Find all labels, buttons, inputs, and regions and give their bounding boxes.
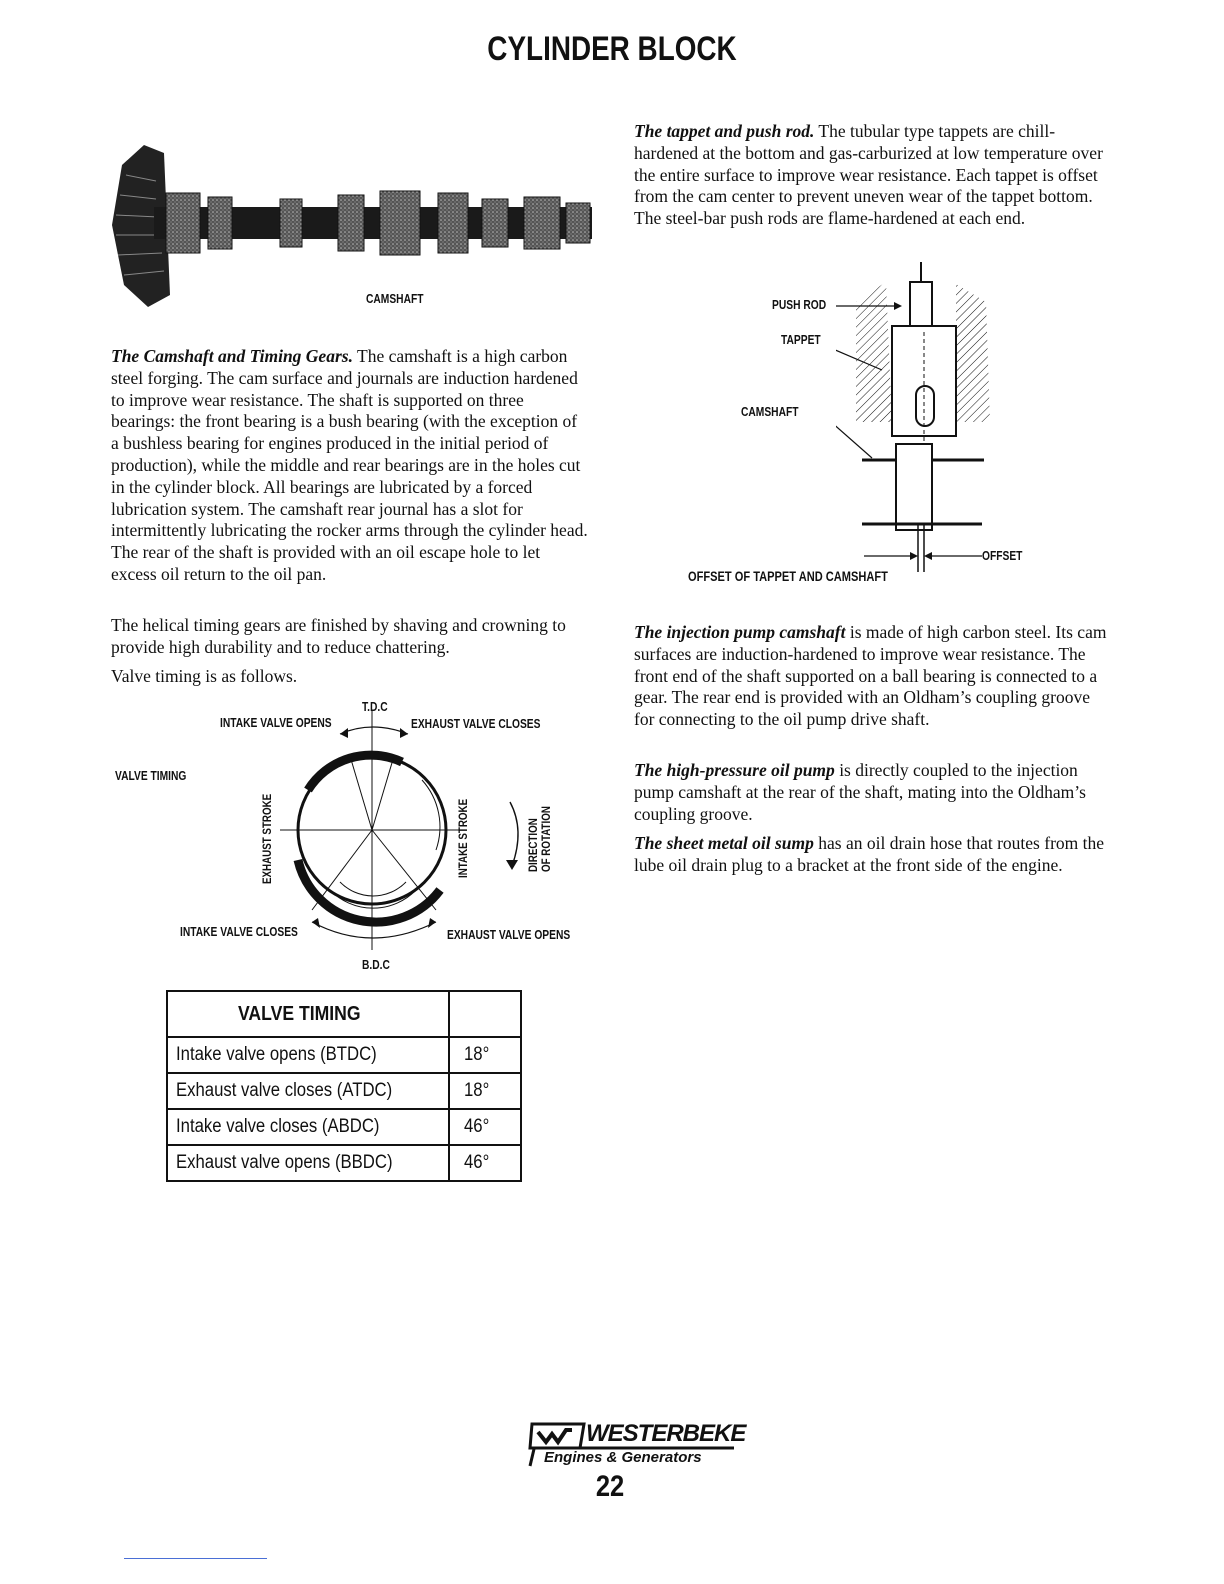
push-rod-label: PUSH ROD: [772, 298, 827, 312]
footer-divider: [124, 1558, 267, 1559]
camshaft-heading: The Camshaft and Timing Gears.: [111, 346, 353, 366]
oil-sump-heading: The sheet metal oil sump: [634, 833, 814, 853]
injection-heading: The injection pump camshaft: [634, 622, 846, 642]
oil-pump-body: is directly coupled to the injection pump camshaft at the rear of the shaft, mating into the Oldham’s coupling groove.: [634, 760, 1086, 824]
tdc-label: T.D.C: [362, 700, 388, 714]
row-label: Exhaust valve opens (BBDC): [167, 1145, 449, 1181]
tappet-paragraph: [634, 121, 1108, 230]
exhaust-stroke-label: EXHAUST STROKE: [262, 793, 274, 884]
tappet-body: The tubular type tappets are chill-hardened at the bottom and gas-carburized at low temperature over the entire surface to improve wear resistance. Each tappet is offset from the cam center to prevent uneven wear of the tappet bottom. The steel-bar push rods are flame-hardened at each end.: [634, 121, 1103, 229]
table-header: VALVE TIMING: [167, 991, 449, 1037]
gears-paragraph: The helical timing gears are finished by shaving and crowning to provide high durability and to reduce chattering.: [111, 615, 566, 657]
camshaft-caption: CAMSHAFT: [366, 292, 424, 306]
oil-pump-heading: The high-pressure oil pump: [634, 760, 835, 780]
logo-subtitle: Engines & Generators: [544, 1449, 702, 1466]
table-row: [167, 1073, 521, 1109]
oil-sump-paragraph: [634, 833, 1108, 877]
logo-brand: WESTERBEKE: [586, 1420, 746, 1447]
oil-sump-body: has an oil drain hose that routes from the lube oil drain plug to a bracket at the front side of the engine.: [634, 833, 1105, 875]
table-row: [167, 1145, 521, 1181]
row-label: Intake valve opens (BTDC): [167, 1037, 449, 1073]
row-value: 18°: [449, 1073, 521, 1109]
row-label: Intake valve closes (ABDC): [167, 1109, 449, 1145]
camshaft-label: CAMSHAFT: [741, 405, 799, 419]
page-number: 22: [595, 1470, 625, 1503]
intake-opens-label: INTAKE VALVE OPENS: [220, 716, 332, 730]
tappet-diagram: [836, 262, 1036, 582]
exhaust-opens-label: EXHAUST VALVE OPENS: [447, 928, 571, 942]
direction-label: DIRECTION: [528, 818, 540, 872]
bdc-label: B.D.C: [362, 958, 390, 972]
valve-timing-diagram: [240, 710, 540, 960]
valve-timing-caption: VALVE TIMING: [115, 769, 187, 783]
offset-label: OFFSET: [982, 549, 1023, 563]
table-header-row: [167, 991, 521, 1037]
row-value: 46°: [449, 1109, 521, 1145]
tappet-label: TAPPET: [781, 333, 821, 347]
injection-body: is made of high carbon steel. Its cam surfaces are induction-hardened to improve wear resistance. The front end of the shaft supported on a ball bearing is connected to a gear. The rear end is provided with an Oldham’s coupling groove for connecting to the oil pump drive shaft.: [634, 622, 1107, 730]
table-header-blank: [449, 991, 521, 1037]
table-row: [167, 1037, 521, 1073]
intake-stroke-label: INTAKE STROKE: [458, 798, 470, 878]
tappet-heading: The tappet and push rod.: [634, 121, 815, 141]
row-value: 18°: [449, 1037, 521, 1073]
timing-intro: Valve timing is as follows.: [111, 666, 298, 686]
exhaust-closes-label: EXHAUST VALVE CLOSES: [411, 717, 541, 731]
table-row: [167, 1109, 521, 1145]
row-label: Exhaust valve closes (ATDC): [167, 1073, 449, 1109]
oil-pump-paragraph: [634, 760, 1108, 825]
intake-closes-label: INTAKE VALVE CLOSES: [180, 925, 298, 939]
page-title: CYLINDER BLOCK: [487, 30, 737, 68]
camshaft-body: The camshaft is a high carbon steel forging. The cam surface and journals are induction hardened to improve wear resistance. The shaft is supported on three bearings: the front bearing is a bush bearing (with the exception of a bushless bearing for engines produced in the initial period of production), while the middle and rear bearings are in the holes cut in the cylinder block. All bearings are lubricated by a forced lubrication system. The camshaft rear journal has a slot for intermittently lubricating the rocker arms through the cylinder head. The rear of the shaft is provided with an oil escape hole to let excess oil return to the oil pan.: [111, 346, 588, 584]
camshaft-illustration: [104, 135, 604, 315]
westerbeke-logo: [528, 1418, 746, 1468]
camshaft-paragraph: [111, 346, 589, 586]
rotation-label: OF ROTATION: [541, 806, 553, 872]
valve-timing-table: [166, 990, 522, 1182]
tappet-caption: OFFSET OF TAPPET AND CAMSHAFT: [688, 569, 888, 584]
injection-paragraph: [634, 622, 1108, 731]
row-value: 46°: [449, 1145, 521, 1181]
